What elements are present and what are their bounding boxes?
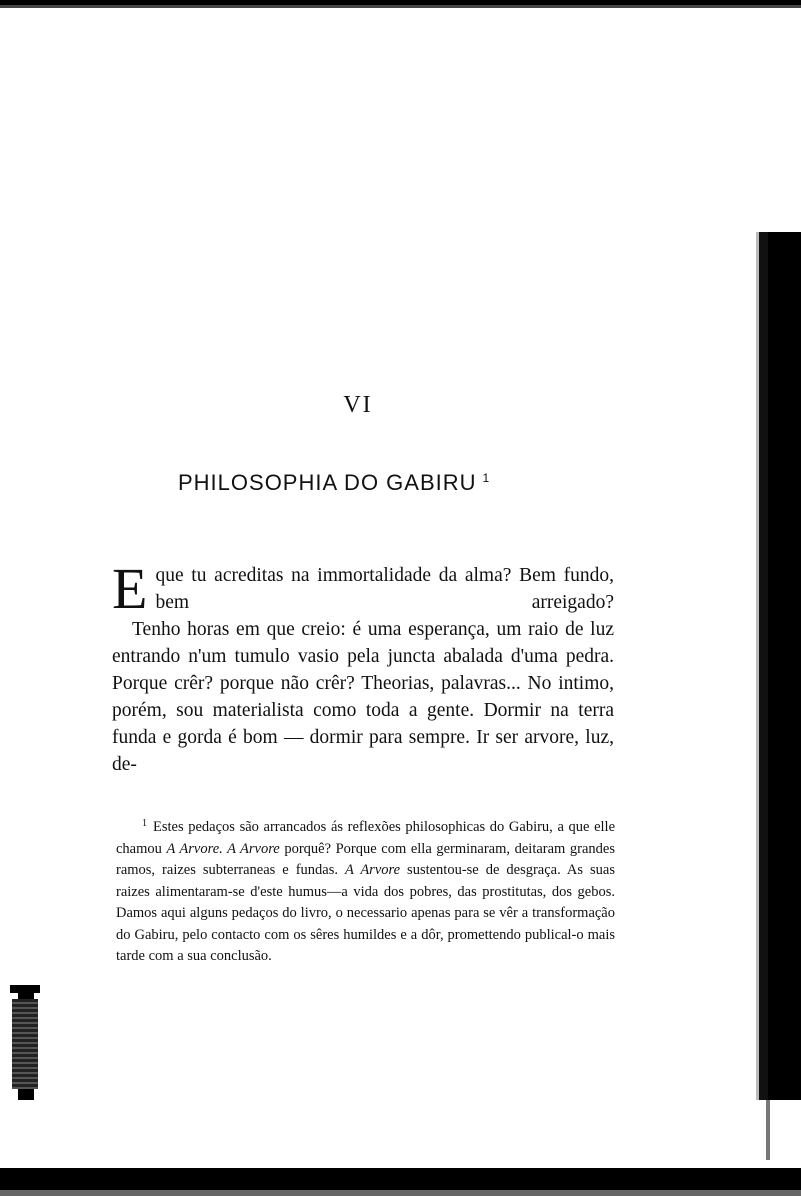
scan-border-top [0,0,801,8]
scan-border-bottom [0,1160,801,1196]
footnote-text-b: porquê? Porque com ella germinaram, deitaram grandes ramos, raizes subterraneas e fundas. [116,840,616,878]
footnote-reference: 1 [482,471,491,485]
footnote-text-a: Estes pedaços são arrancados ás reflexões philosophicas do Gabiru, a que elle chamou [116,819,615,857]
chapter-number: VI [343,392,373,418]
footnote-text-c: sustentou-se de desgraça. As suas raizes alimentaram-se d'este humus—a vida dos pobres, das prostitutas, dos gebos. Damos aqui alguns pedaços do livro, o necessario apenas para se vêr a transformação do Gabiru, pelo contacto com os sêres humildes e a dôr, promettendo publical-o mais tarde com a sua conclusão. [116,862,616,964]
body-text [112,556,614,778]
footnote-paragraph [116,813,615,968]
scan-border-right [756,232,801,1100]
footnote-italic-a: A Arvore. A Arvore [166,840,280,857]
footnote [116,813,615,968]
drop-cap: E [112,556,148,621]
paragraph-2: Tenho horas em que creio: é uma esperança, um raio de luz entrando n'um tumulo vasio pela juncta abalada d'uma pedra. Porque crêr? porque não crêr? Theorias, palavras... No intimo, porém, sou materialista como toda a gente. Dormir na terra funda e gorda é bom — dormir para sempre. Ir ser arvore, luz, de- [112,619,614,775]
chapter-title-text: PHILOSOPHIA DO GABIRU [178,470,477,495]
scan-border-right-tail [756,1100,801,1160]
paragraph-1-text: que tu acreditas na immortalidade da alma? Bem fundo, bem arreigado? [155,565,614,613]
footnote-mark: 1 [142,818,147,829]
scan-binding-mark [10,985,40,1100]
chapter-title [178,470,490,496]
paragraph-1 [112,556,614,621]
footnote-italic-b: A Arvore [345,862,401,878]
